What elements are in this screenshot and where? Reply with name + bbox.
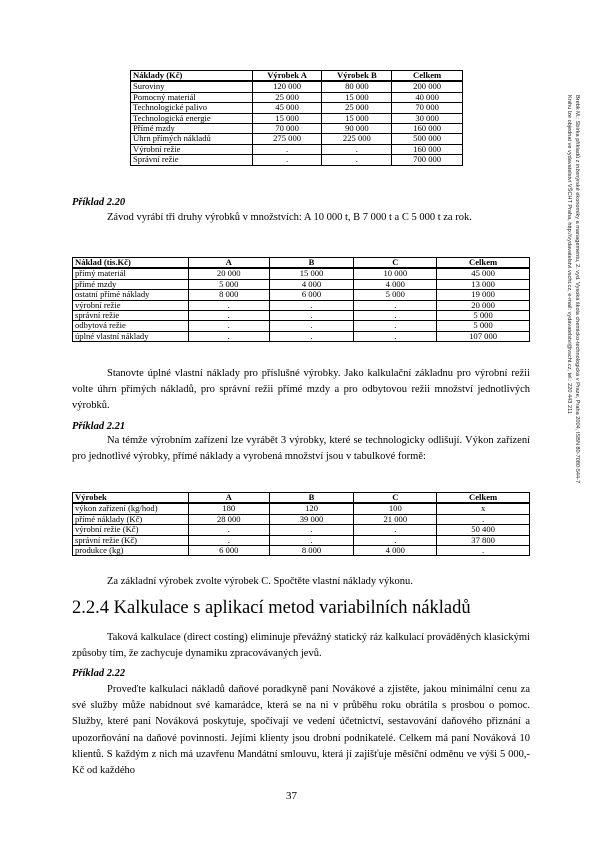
value-cell: x — [437, 503, 530, 514]
column-header: B — [269, 258, 354, 269]
table-row — [73, 290, 530, 300]
table-row — [131, 113, 463, 123]
value-cell: 70 000 — [252, 124, 322, 134]
row-label-cell: výrobní režie (Kč) — [73, 525, 189, 535]
value-cell: 4 000 — [354, 546, 437, 556]
column-header: Celkem — [392, 71, 463, 82]
value-cell: 225 000 — [322, 134, 392, 144]
column-header: Náklady (Kč) — [131, 71, 253, 82]
value-cell: . — [322, 155, 392, 165]
row-label-cell: Pomocný materiál — [131, 92, 253, 102]
value-cell: 4 000 — [354, 279, 437, 289]
value-cell: 45 000 — [252, 103, 322, 113]
value-cell: . — [252, 144, 322, 154]
table-row — [73, 311, 530, 321]
table-row — [131, 103, 463, 113]
value-cell: 37 800 — [437, 535, 530, 545]
example-2-20-text: Závod vyrábí tři druhy výrobků v množstvích: A 10 000 t, B 7 000 t a C 5 000 t za rok. — [107, 212, 472, 223]
value-cell: . — [188, 525, 269, 535]
production-table — [72, 492, 530, 556]
example-2-21-task: Za základní výrobek zvolte výrobek C. Spočtěte vlastní náklady výkonu. — [107, 576, 413, 587]
value-cell: . — [354, 331, 437, 341]
table-row — [73, 279, 530, 289]
page-number: 37 — [286, 790, 297, 802]
table-row — [131, 92, 463, 102]
cost-table-products-ab — [130, 70, 463, 166]
row-label-cell: Správní režie — [131, 155, 253, 165]
value-cell: . — [269, 535, 354, 545]
value-cell: . — [322, 144, 392, 154]
column-header: B — [269, 493, 354, 504]
cost-table-products-abc — [72, 257, 530, 342]
value-cell: 200 000 — [392, 81, 463, 92]
table-row — [131, 124, 463, 134]
value-cell: . — [354, 300, 437, 310]
value-cell: 25 000 — [252, 92, 322, 102]
example-2-21-text: Na témže výrobním zařízení lze vyrábět 3 výrobky, které se technologicky odlišují. Výkon zařízení pro jednotlivé výrobky, přímé náklady a vyrobená množství jsou v tabulkové formě: — [72, 435, 530, 463]
value-cell: . — [354, 535, 437, 545]
example-2-22-text: Proveďte kalkulaci nákladů daňové poradkyně paní Novákové a zjistěte, jakou minimální cenu za své služby může nabídnout své kamarádce, která se na ni v průběhu roku obrátila s prosbou o pomoc. Služby, které paní Nováková poskytuje, spočívají ve vedení účetnictví, sestavování daňového přiznání a upozorňování na daňové povinnosti. Jejími klienty jsou drobní podnikatelé. Celkem má paní Nováková 10 klientů. S každým z nich má uzavřenu Mandátní smlouvu, která jí zajišťuje měsíční odměnu ve výši 5 000,- Kč od každého — [72, 684, 530, 777]
example-2-21-title: Příklad 2.21 — [72, 421, 126, 432]
column-header: C — [354, 493, 437, 504]
row-label-cell: produkce (kg) — [73, 546, 189, 556]
column-header: Celkem — [437, 493, 530, 504]
value-cell: 15 000 — [322, 92, 392, 102]
value-cell: 100 — [354, 503, 437, 514]
value-cell: . — [354, 525, 437, 535]
value-cell: . — [269, 321, 354, 331]
value-cell: . — [188, 321, 269, 331]
value-cell: . — [269, 331, 354, 341]
table-row — [73, 546, 530, 556]
row-label-cell: úplné vlastní náklady — [73, 331, 189, 341]
value-cell: . — [252, 155, 322, 165]
value-cell: 5 000 — [188, 279, 269, 289]
table-row — [131, 81, 463, 92]
value-cell: 40 000 — [392, 92, 463, 102]
row-label-cell: výkon zařízení (kg/hod) — [73, 503, 189, 514]
row-label-cell: Technologické palivo — [131, 103, 253, 113]
value-cell: 160 000 — [392, 144, 463, 154]
value-cell: 19 000 — [437, 290, 530, 300]
value-cell: . — [269, 311, 354, 321]
value-cell: 20 000 — [437, 300, 530, 310]
row-label-cell: výrobní režie — [73, 300, 189, 310]
value-cell: . — [437, 514, 530, 524]
value-cell: 4 000 — [269, 279, 354, 289]
row-label-cell: Úhrn přímých nákladů — [131, 134, 253, 144]
row-label-cell: Přímé mzdy — [131, 124, 253, 134]
row-label-cell: Výrobní režie — [131, 144, 253, 154]
table-row — [73, 268, 530, 279]
value-cell: 15 000 — [252, 113, 322, 123]
value-cell: 275 000 — [252, 134, 322, 144]
value-cell: . — [188, 535, 269, 545]
side-citation-line1: Brebk M.: Sbírka příkladů z inženýrské ekonomiky a managementu, 2. vyd. Vysoká škola chemicko-technologická v Praze, Praha 2004, ISBN 80-7080-544-7 — [574, 95, 580, 484]
column-header: A — [188, 493, 269, 504]
table-row — [131, 134, 463, 144]
value-cell: 107 000 — [437, 331, 530, 341]
column-header: Celkem — [437, 258, 530, 269]
side-citation — [565, 95, 581, 555]
table-row — [73, 503, 530, 514]
value-cell: 6 000 — [269, 290, 354, 300]
value-cell: 6 000 — [188, 546, 269, 556]
value-cell: . — [188, 311, 269, 321]
value-cell: 50 400 — [437, 525, 530, 535]
value-cell: 15 000 — [322, 113, 392, 123]
example-2-20-task: Stanovte úplné vlastní náklady pro příslušné výrobky. Jako kalkulační základnu pro výrobní režii volte úhrn přímých nákladů, pro správní režii přímé mzdy a pro odbytovou režii množství jednotlivých výrobků. — [72, 368, 530, 412]
row-label-cell: přímý materiál — [73, 268, 189, 279]
column-header: A — [188, 258, 269, 269]
value-cell: 5 000 — [437, 321, 530, 331]
table-header-row — [73, 493, 530, 504]
value-cell: 15 000 — [269, 268, 354, 279]
value-cell: 10 000 — [354, 268, 437, 279]
table-header-row — [131, 71, 463, 82]
value-cell: 160 000 — [392, 124, 463, 134]
side-citation-line2: Knihu lze objednat ve vydavatelství VŠCHT Praha, http://vydavatelstvi.vscht.cz, e-mail: vydavatelstvi@vscht.cz, tel.: 220 443 211 — [566, 95, 572, 414]
value-cell: . — [188, 331, 269, 341]
table-row — [73, 300, 530, 310]
column-header: C — [354, 258, 437, 269]
value-cell: 21 000 — [354, 514, 437, 524]
row-label-cell: přímé náklady (Kč) — [73, 514, 189, 524]
row-label-cell: přímé mzdy — [73, 279, 189, 289]
row-label-cell: správní režie (Kč) — [73, 535, 189, 545]
example-2-22-title: Příklad 2.22 — [72, 668, 126, 679]
value-cell: . — [188, 300, 269, 310]
value-cell: 700 000 — [392, 155, 463, 165]
table-row — [131, 155, 463, 165]
value-cell: . — [354, 311, 437, 321]
row-label-cell: Suroviny — [131, 81, 253, 92]
value-cell: 5 000 — [354, 290, 437, 300]
table-row — [73, 535, 530, 545]
column-header: Výrobek — [73, 493, 189, 504]
value-cell: 28 000 — [188, 514, 269, 524]
table-row — [73, 331, 530, 341]
value-cell: 8 000 — [188, 290, 269, 300]
table-row — [73, 321, 530, 331]
table-header-row — [73, 258, 530, 269]
value-cell: 20 000 — [188, 268, 269, 279]
table-row — [73, 514, 530, 524]
table-row — [131, 144, 463, 154]
value-cell: 13 000 — [437, 279, 530, 289]
value-cell: 120 000 — [252, 81, 322, 92]
column-header: Náklad (tis.Kč) — [73, 258, 189, 269]
value-cell: 80 000 — [322, 81, 392, 92]
value-cell: 8 000 — [269, 546, 354, 556]
value-cell: 25 000 — [322, 103, 392, 113]
value-cell: 39 000 — [269, 514, 354, 524]
column-header: Výrobek B — [322, 71, 392, 82]
value-cell: 180 — [188, 503, 269, 514]
value-cell: 70 000 — [392, 103, 463, 113]
row-label-cell: ostatní přímé náklady — [73, 290, 189, 300]
section-heading: 2.2.4 Kalkulace s aplikací metod variabilních nákladů — [72, 598, 471, 618]
value-cell: 5 000 — [437, 311, 530, 321]
value-cell: . — [269, 525, 354, 535]
value-cell: 90 000 — [322, 124, 392, 134]
value-cell: . — [269, 300, 354, 310]
table-row — [73, 525, 530, 535]
value-cell: 45 000 — [437, 268, 530, 279]
value-cell: 120 — [269, 503, 354, 514]
row-label-cell: správní režie — [73, 311, 189, 321]
section-intro: Taková kalkulace (direct costing) eliminuje převážný statický ráz kalkulací prováděných klasickými způsoby tím, že zachycuje dynamiku zpracovávaných jevů. — [72, 632, 530, 660]
row-label-cell: odbytová režie — [73, 321, 189, 331]
value-cell: . — [354, 321, 437, 331]
column-header: Výrobek A — [252, 71, 322, 82]
value-cell: . — [437, 546, 530, 556]
value-cell: 30 000 — [392, 113, 463, 123]
value-cell: 500 000 — [392, 134, 463, 144]
row-label-cell: Technologická energie — [131, 113, 253, 123]
example-2-20-title: Příklad 2.20 — [72, 197, 126, 208]
